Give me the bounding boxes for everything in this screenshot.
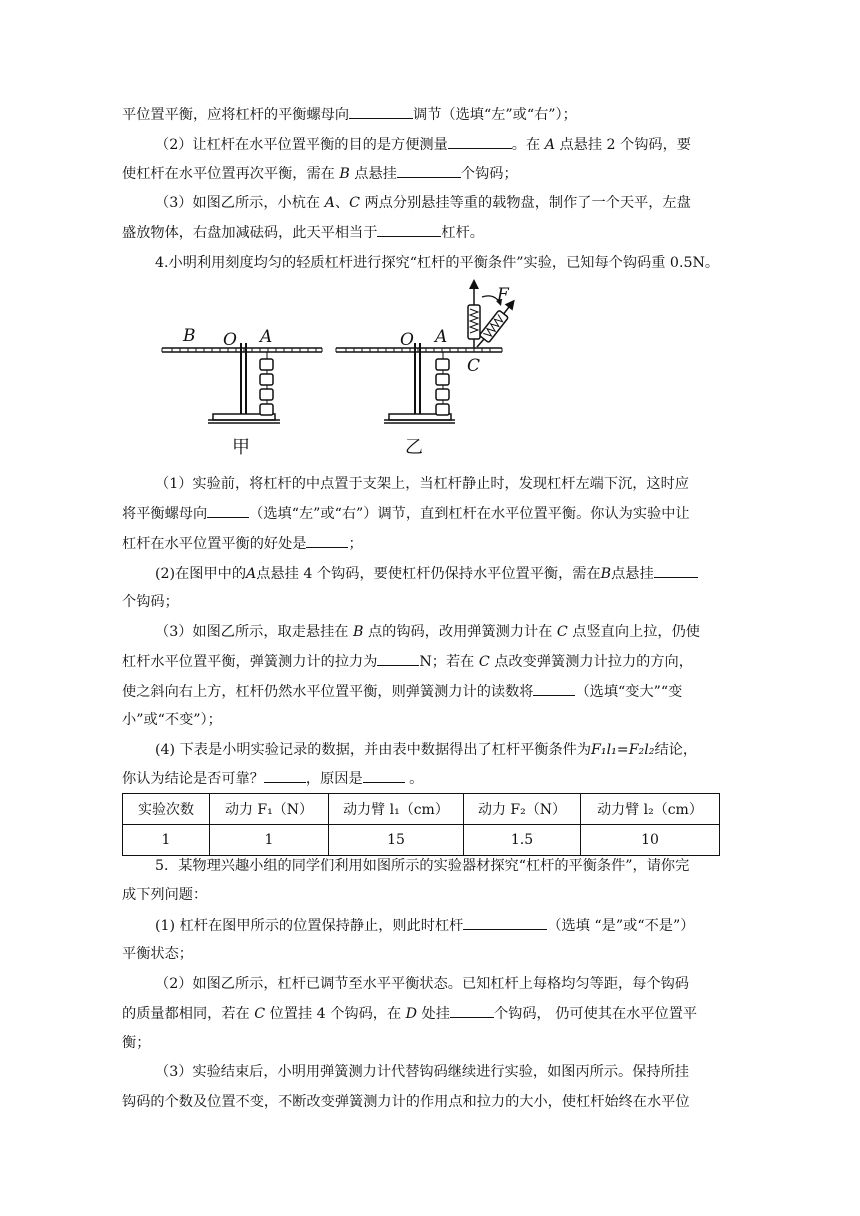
q5-intro-line-1: 5．某物理兴趣小组的同学们利用如图所示的实验器材探究“杠杆的平衡条件”，请你完 [155,858,690,874]
q4-p3-line-4: 小”或“不变”）； [122,712,222,728]
table-row [123,825,720,856]
label-o: O [223,330,237,350]
q5-intro-line-2: 成下列问题： [122,887,208,903]
q3-line-2: （2）让杠杆在水平位置平衡的目的是方便测量 。在 A 点悬挂 2 个钩码，要 [155,134,745,155]
table-header-cell: 动力 F₂（N） [464,794,581,825]
q4-p2-line-2: 个钩码； [122,594,179,610]
table-cell: 10 [581,825,720,856]
q4-p3-line-1: （3）如图乙所示，取走悬挂在 B 点的钩码，改用弹簧测力计在 C 点竖直向上拉，仍使 [155,624,700,640]
q4-p3-line-2: 杠杆水平位置平衡，弹簧测力计的拉力为 N；若在 C 点改变弹簧测力计拉力的方向， [122,651,742,672]
table-header-cell: 动力臂 l₁（cm） [329,794,464,825]
answer-blank[interactable] [448,134,512,149]
lever-figure [150,277,530,467]
hook-weight [436,404,449,415]
q3-line-3: 使杠杆在水平位置再次平衡，需在 B 点悬挂 个钩码； [122,163,742,184]
label-f: F [497,285,509,305]
answer-blank[interactable] [450,1003,494,1018]
answer-blank[interactable] [207,503,249,518]
caption-jia: 甲 [232,437,250,458]
spring-scale-vertical [468,279,480,348]
q4-p1-line-1: （1）实验前，将杠杆的中点置于支架上，当杠杆静止时，发现杠杆左端下沉，这时应 [155,476,689,492]
answer-blank[interactable] [397,163,461,178]
q5-p1-line-1: (1) 杠杆在图甲所示的位置保持静止，则此时杠杆 （选填 “是”或“不是”） [155,915,745,936]
hook-weight [436,374,449,385]
q4-p4-line-2: 你认为结论是否可靠？ ，原因是 。 [122,768,742,789]
answer-blank[interactable] [654,563,698,578]
figure-yi [336,279,520,458]
answer-blank[interactable] [363,768,405,783]
answer-blank[interactable] [306,533,348,548]
data-table [122,793,720,856]
q4-p3-line-3: 使之斜向右上方，杠杆仍然水平位置平衡，则弹簧测力计的读数将 （选填“变大”“变 [122,681,742,702]
q4-p1-line-3: 杠杆在水平位置平衡的好处是 ； [122,533,742,554]
label-c: C [467,356,481,376]
q5-p2-line-2: 的质量都相同，若在 C 位置挂 4 个钩码，在 D 处挂 个钩码， 仍可使其在水平位置平 [122,1003,742,1024]
answer-blank[interactable] [377,651,419,666]
answer-blank[interactable] [349,104,413,119]
q5-p3-line-2: 钩码的个数及位置不变，不断改变弹簧测力计的作用点和拉力的大小，使杠杆始终在水平位 [122,1094,690,1110]
hook-weight [436,359,449,370]
q3-line-5: 盛放物体，右盘加减砝码，此天平相当于 杠杆。 [122,222,742,243]
answer-blank[interactable] [463,915,547,930]
table-header-cell: 实验次数 [123,794,210,825]
q3-line-4: （3）如图乙所示，小杭在 A、C 两点分别悬挂等重的载物盘，制作了一个天平，左盘 [155,195,691,211]
q5-p2-line-1: （2）如图乙所示，杠杆已调节至水平平衡状态。已知杠杆上每格均匀等距，每个钩码 [155,976,689,992]
q3-line-1: 平位置平衡，应将杠杆的平衡螺母向 调节（选填“左”或“右”）； [122,104,742,125]
figure-jia [162,326,322,458]
q4-p2-line-1: (2)在图甲中的A点悬挂 4 个钩码，要使杠杆仍保持水平位置平衡，需在B点悬挂 [155,563,745,584]
q4-p4-line-1: (4) 下表是小明实验记录的数据，并由表中数据得出了杠杆平衡条件为F₁l₁=F₂l₂结论， [155,742,698,758]
answer-blank[interactable] [377,222,441,237]
q5-p1-line-2: 平衡状态； [122,946,193,962]
label-b: B [183,326,196,346]
caption-yi: 乙 [405,437,423,458]
table-cell: 15 [329,825,464,856]
table-header-cell: 动力臂 l₂（cm） [581,794,720,825]
label-a: A [435,327,448,347]
hook-weight [436,389,449,400]
hook-weight [260,404,273,415]
table-cell: 1.5 [464,825,581,856]
label-a: A [260,327,273,347]
table-header-row [123,794,720,825]
hook-weight [260,374,273,385]
q4-intro: 4.小明利用刻度均匀的轻质杠杆进行探究“杠杆的平衡条件”实验，已知每个钩码重 0.5N。 [155,255,720,271]
answer-blank[interactable] [533,681,575,696]
label-o: O [400,330,414,350]
q4-p1-line-2: 将平衡螺母向 （选填“左”或“右”）调节，直到杠杆在水平位置平衡。你认为实验中让 [122,503,742,524]
hook-weight [260,389,273,400]
table-header-cell: 动力 F₁（N） [210,794,329,825]
q5-p3-line-1: （3）实验结束后，小明用弹簧测力计代替钩码继续进行实验，如图丙所示。保持所挂 [155,1064,689,1080]
answer-blank[interactable] [264,768,306,783]
table-cell: 1 [210,825,329,856]
q5-p2-line-3: 衡； [122,1035,151,1051]
table-cell: 1 [123,825,210,856]
hook-weight [260,359,273,370]
